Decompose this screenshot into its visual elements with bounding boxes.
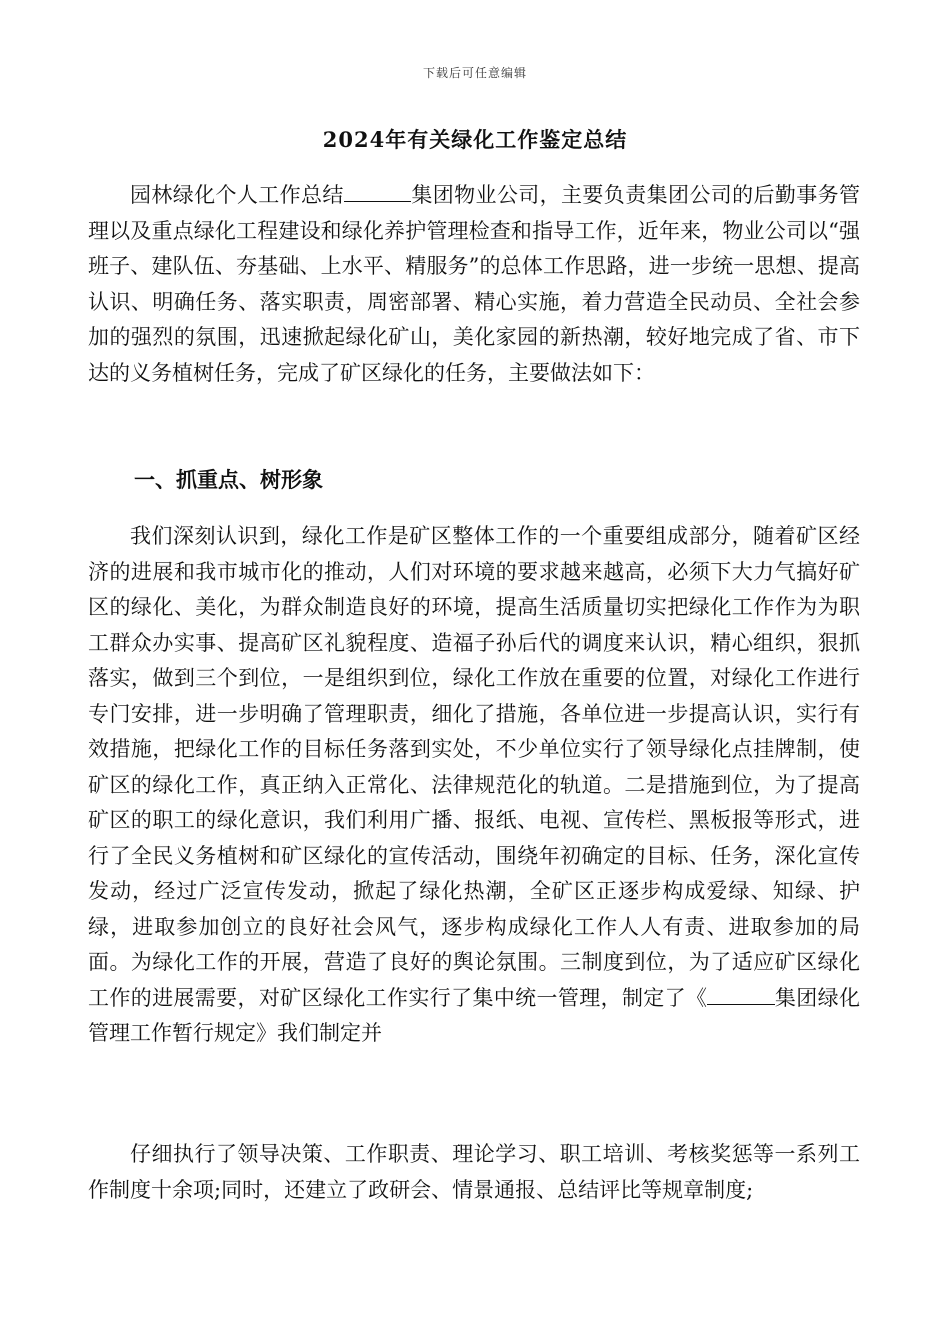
document-title: 2024年有关绿化工作鉴定总结: [322, 127, 628, 152]
continued-paragraph: 仔细执行了领导决策、工作职责、理论学习、职工培训、考核奖惩等一系列工作制度十余项;同时，还建立了政研会、情景通报、总结评比等规章制度;: [88, 1142, 860, 1202]
section-paragraph-text: 我们深刻认识到，绿化工作是矿区整体工作的一个重要组成部分，随着矿区经济的进展和我市城市化的推动，人们对环境的要求越来越高，必须下大力气搞好矿区的绿化、美化，为群众制造良好的环境，提高生活质量切实把绿化工作作为为职工群众办实事、提高矿区礼貌程度、造福子孙后代的调度来认识，精心组织，狠抓落实，做到三个到位，一是组织到位，绿化工作放在重要的位置，对绿化工作进行专门安排，进一步明确了管理职责，细化了措施，各单位进一步提高认识，实行有效措施，把绿化工作的目标任务落到实处，不少单位实行了领导绿化点挂牌制，使矿区的绿化工作，真正纳入正常化、法律规范化的轨道。二是措施到位，为了提高矿区的职工的绿化意识，我们利用广播、报纸、电视、宣传栏、黑板报等形式，进行了全民义务植树和矿区绿化的宣传活动，围绕年初确定的目标、任务，深化宣传发动，经过广泛宣传发动，掀起了绿化热潮，全矿区正逐步构成爱绿、知绿、护绿，进取参加创立的良好社会风气，逐步构成绿化工作人人有责、进取参加的局面。为绿化工作的开展，营造了良好的舆论氛围。三制度到位，为了适应矿区绿化工作的进展需要，对矿区绿化工作实行了集中统一管理，制定了《: [88, 524, 860, 1010]
header-note: 下载后可任意编辑: [422, 66, 527, 80]
section-paragraph-text-end: 集团绿化管理工作暂行规定》我们制定并: [88, 985, 861, 1045]
section-paragraph: [88, 519, 860, 1052]
fill-in-blank: [344, 182, 411, 202]
section-heading: 一、抓重点、树形象: [134, 467, 323, 492]
intro-paragraph: [88, 178, 860, 391]
intro-text-end: 集团物业公司，主要负责集团公司的后勤事务管理以及重点绿化工程建设和绿化养护管理检查和指导工作，近年来，物业公司以“强班子、建队伍、夯基础、上水平、精服务”的总体工作思路，进一步统一思想、提高认识、明确任务、落实职责，周密部署、精心实施，着力营造全民动员、全社会参加的强烈的氛围，迅速掀起绿化矿山，美化家园的新热潮，较好地完成了省、市下达的义务植树任务，完成了矿区绿化的任务，主要做法如下：: [88, 183, 861, 385]
fill-in-blank: [707, 985, 774, 1005]
intro-text-start: 园林绿化个人工作总结: [130, 183, 344, 207]
